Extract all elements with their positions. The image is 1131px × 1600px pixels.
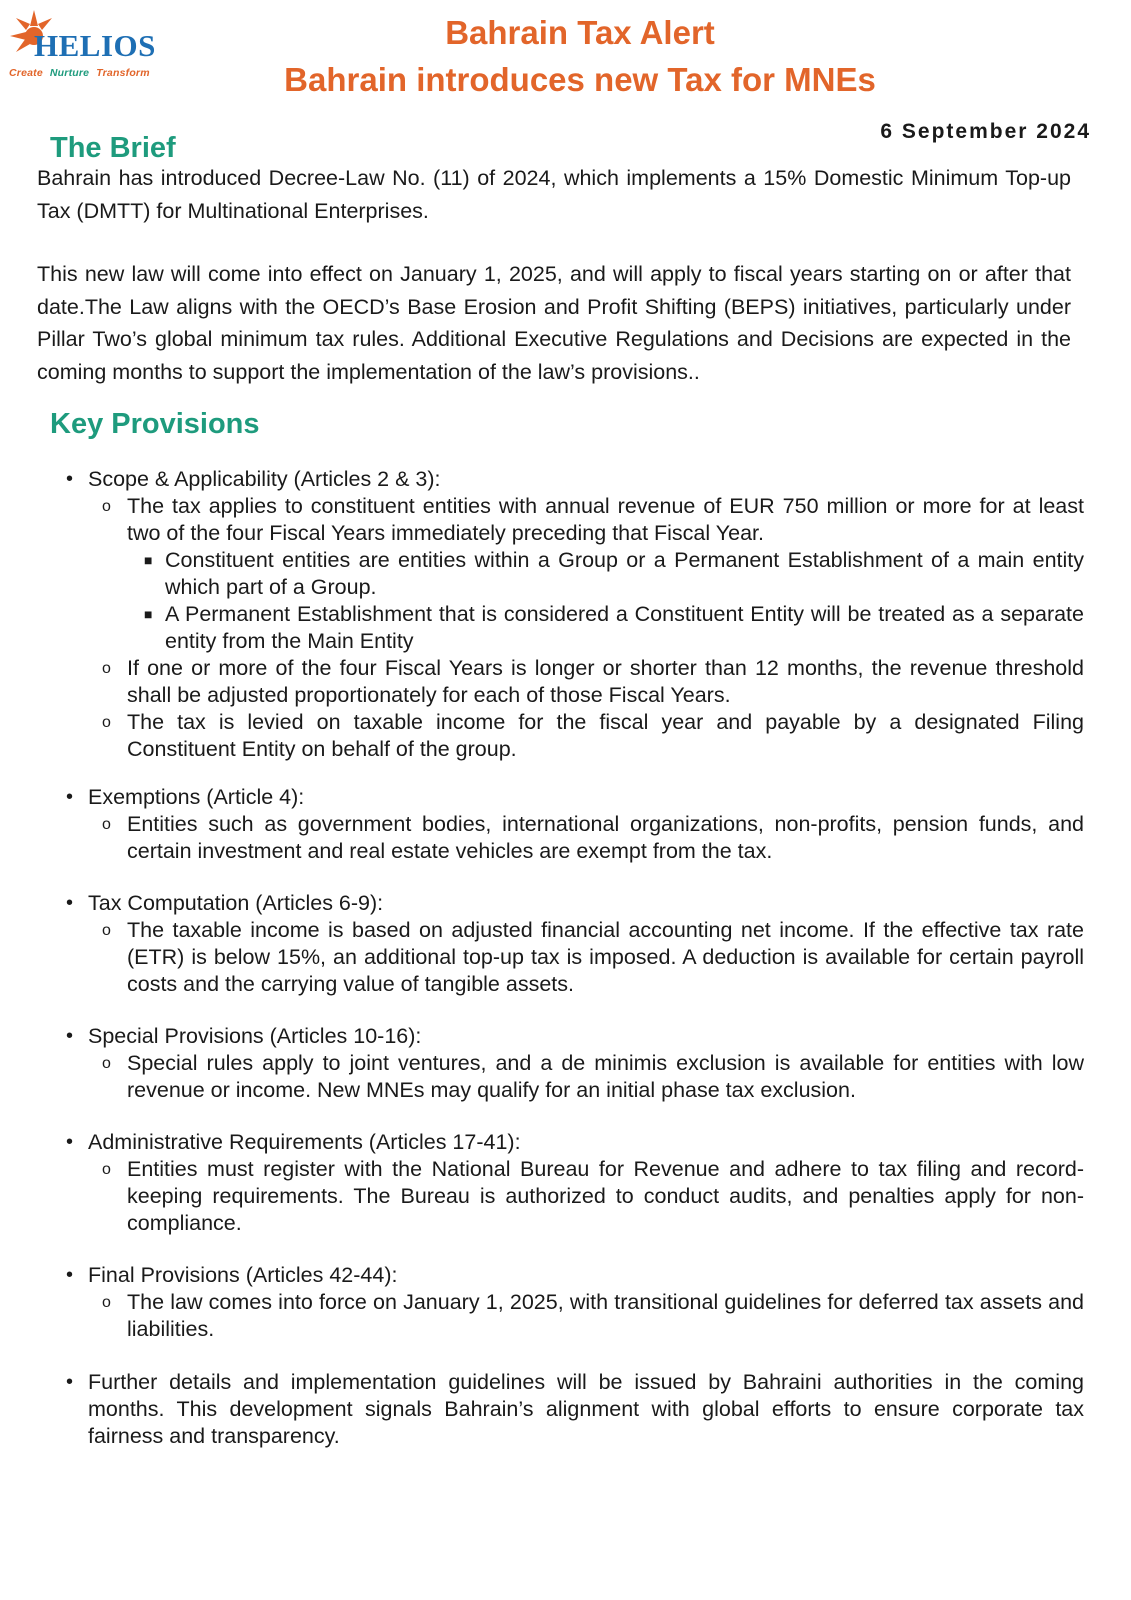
list-item — [60, 466, 1084, 493]
square-bullet-icon: ■ — [144, 606, 153, 622]
section-exemptions — [60, 784, 1084, 865]
scope-title: Scope & Applicability (Articles 2 & 3): — [88, 467, 441, 491]
alert-subtitle: Bahrain introduces new Tax for MNEs — [284, 61, 876, 98]
brief-paragraph-1: Bahrain has introduced Decree-Law No. (11) of 2024, which implements a 15% Domestic Minimum Top-up Tax (DMTT) for Multinational Enterprises. — [37, 166, 1071, 223]
scope-item-2: If one or more of the four Fiscal Years is longer or shorter than 12 months, the revenue threshold shall be adjusted proportionately for each of those Fiscal Years. — [127, 656, 1084, 707]
list-item — [60, 1369, 1084, 1450]
bullet-icon: • — [66, 1264, 74, 1286]
section-computation — [60, 890, 1084, 998]
list-item — [60, 1129, 1084, 1156]
scope-item-1: The tax applies to constituent entities with annual revenue of EUR 750 million or more for at least two of the four Fiscal Years immediately preceding that Fiscal Year. — [127, 494, 1084, 545]
special-item-1: Special rules apply to joint ventures, and a de minimis exclusion is available for entities with low revenue or income. New MNEs may qualify for an initial phase tax exclusion. — [127, 1051, 1084, 1102]
further-text: Further details and implementation guidelines will be issued by Bahraini authorities in the coming months. This development signals Bahrain’s alignment with global efforts to ensure corporate tax fairness and transparency. — [88, 1370, 1084, 1448]
bullet-icon: • — [66, 1371, 74, 1393]
list-item — [60, 784, 1084, 811]
section-special — [60, 1023, 1084, 1104]
bullet-icon: • — [66, 1025, 74, 1047]
list-item — [60, 709, 1084, 763]
section-further — [60, 1369, 1084, 1450]
list-item — [60, 811, 1084, 865]
list-item — [60, 1289, 1084, 1343]
circle-bullet-icon: o — [102, 660, 111, 677]
helios-logo — [4, 4, 184, 84]
exemptions-title: Exemptions (Article 4): — [88, 785, 305, 809]
bullet-icon: • — [66, 468, 74, 490]
key-provisions-heading: Key Provisions — [50, 408, 260, 440]
section-scope — [60, 466, 1084, 763]
computation-title: Tax Computation (Articles 6-9): — [88, 891, 384, 915]
administrative-item-1: Entities must register with the National Bureau for Revenue and adhere to tax filing and record-keeping requirements. The Bureau is authorized to conduct audits, and penalties apply for non-compliance. — [127, 1157, 1084, 1235]
bullet-icon: • — [66, 786, 74, 808]
circle-bullet-icon: o — [102, 922, 111, 939]
final-title: Final Provisions (Articles 42-44): — [88, 1263, 398, 1287]
list-item — [60, 1262, 1084, 1289]
section-final — [60, 1262, 1084, 1343]
brief-paragraph-2: This new law will come into effect on January 1, 2025, and will apply to fiscal years starting on or after that date.The Law aligns with the OECD’s Base Erosion and Profit Shifting (BEPS) initiatives, particularly under Pillar Two’s global minimum tax rules. Additional Executive Regulations and Decisions are expected in the coming months to support the implementation of the law’s provisions.. — [37, 262, 1071, 384]
square-bullet-icon: ■ — [144, 552, 153, 568]
administrative-title: Administrative Requirements (Articles 17-41): — [88, 1130, 521, 1154]
bullet-icon: • — [66, 892, 74, 914]
logo-tagline — [9, 67, 157, 79]
special-title: Special Provisions (Articles 10-16): — [88, 1024, 422, 1048]
publication-date: 6 September 2024 — [880, 120, 1091, 143]
computation-item-1: The taxable income is based on adjusted financial accounting net income. If the effective tax rate (ETR) is below 15%, an additional top-up tax is imposed. A deduction is available for certain payroll costs and the carrying value of tangible assets. — [127, 918, 1084, 996]
tagline-nurture: Nurture — [49, 67, 90, 79]
scope-item-3: The tax is levied on taxable income for the fiscal year and payable by a designated Filing Constituent Entity on behalf of the group. — [127, 710, 1084, 761]
logo-wordmark: HELIOS — [34, 28, 156, 63]
section-administrative — [60, 1129, 1084, 1237]
list-item — [60, 601, 1084, 655]
exemptions-item-1: Entities such as government bodies, international organizations, non-profits, pension funds, and certain investment and real estate vehicles are exempt from the tax. — [127, 812, 1084, 863]
circle-bullet-icon: o — [102, 816, 111, 833]
circle-bullet-icon: o — [102, 1055, 111, 1072]
scope-subitem-2: A Permanent Establishment that is considered a Constituent Entity will be treated as a separate entity from the Main Entity — [165, 602, 1084, 653]
list-item — [60, 1023, 1084, 1050]
list-item — [60, 655, 1084, 709]
alert-title: Bahrain Tax Alert — [445, 14, 715, 51]
bullet-icon: • — [66, 1131, 74, 1153]
list-item — [60, 547, 1084, 601]
list-item — [60, 890, 1084, 917]
circle-bullet-icon: o — [102, 714, 111, 731]
final-item-1: The law comes into force on January 1, 2025, with transitional guidelines for deferred tax assets and liabilities. — [127, 1290, 1084, 1341]
list-item — [60, 1050, 1084, 1104]
tagline-create: Create — [9, 67, 43, 79]
circle-bullet-icon: o — [102, 498, 111, 515]
list-item — [60, 1156, 1084, 1237]
tagline-transform: Transform — [96, 67, 150, 79]
circle-bullet-icon: o — [102, 1161, 111, 1178]
list-item — [60, 917, 1084, 998]
circle-bullet-icon: o — [102, 1294, 111, 1311]
list-item — [60, 493, 1084, 547]
brief-heading: The Brief — [50, 132, 176, 164]
scope-subitem-1: Constituent entities are entities within a Group or a Permanent Establishment of a main entity which part of a Group. — [165, 548, 1084, 599]
